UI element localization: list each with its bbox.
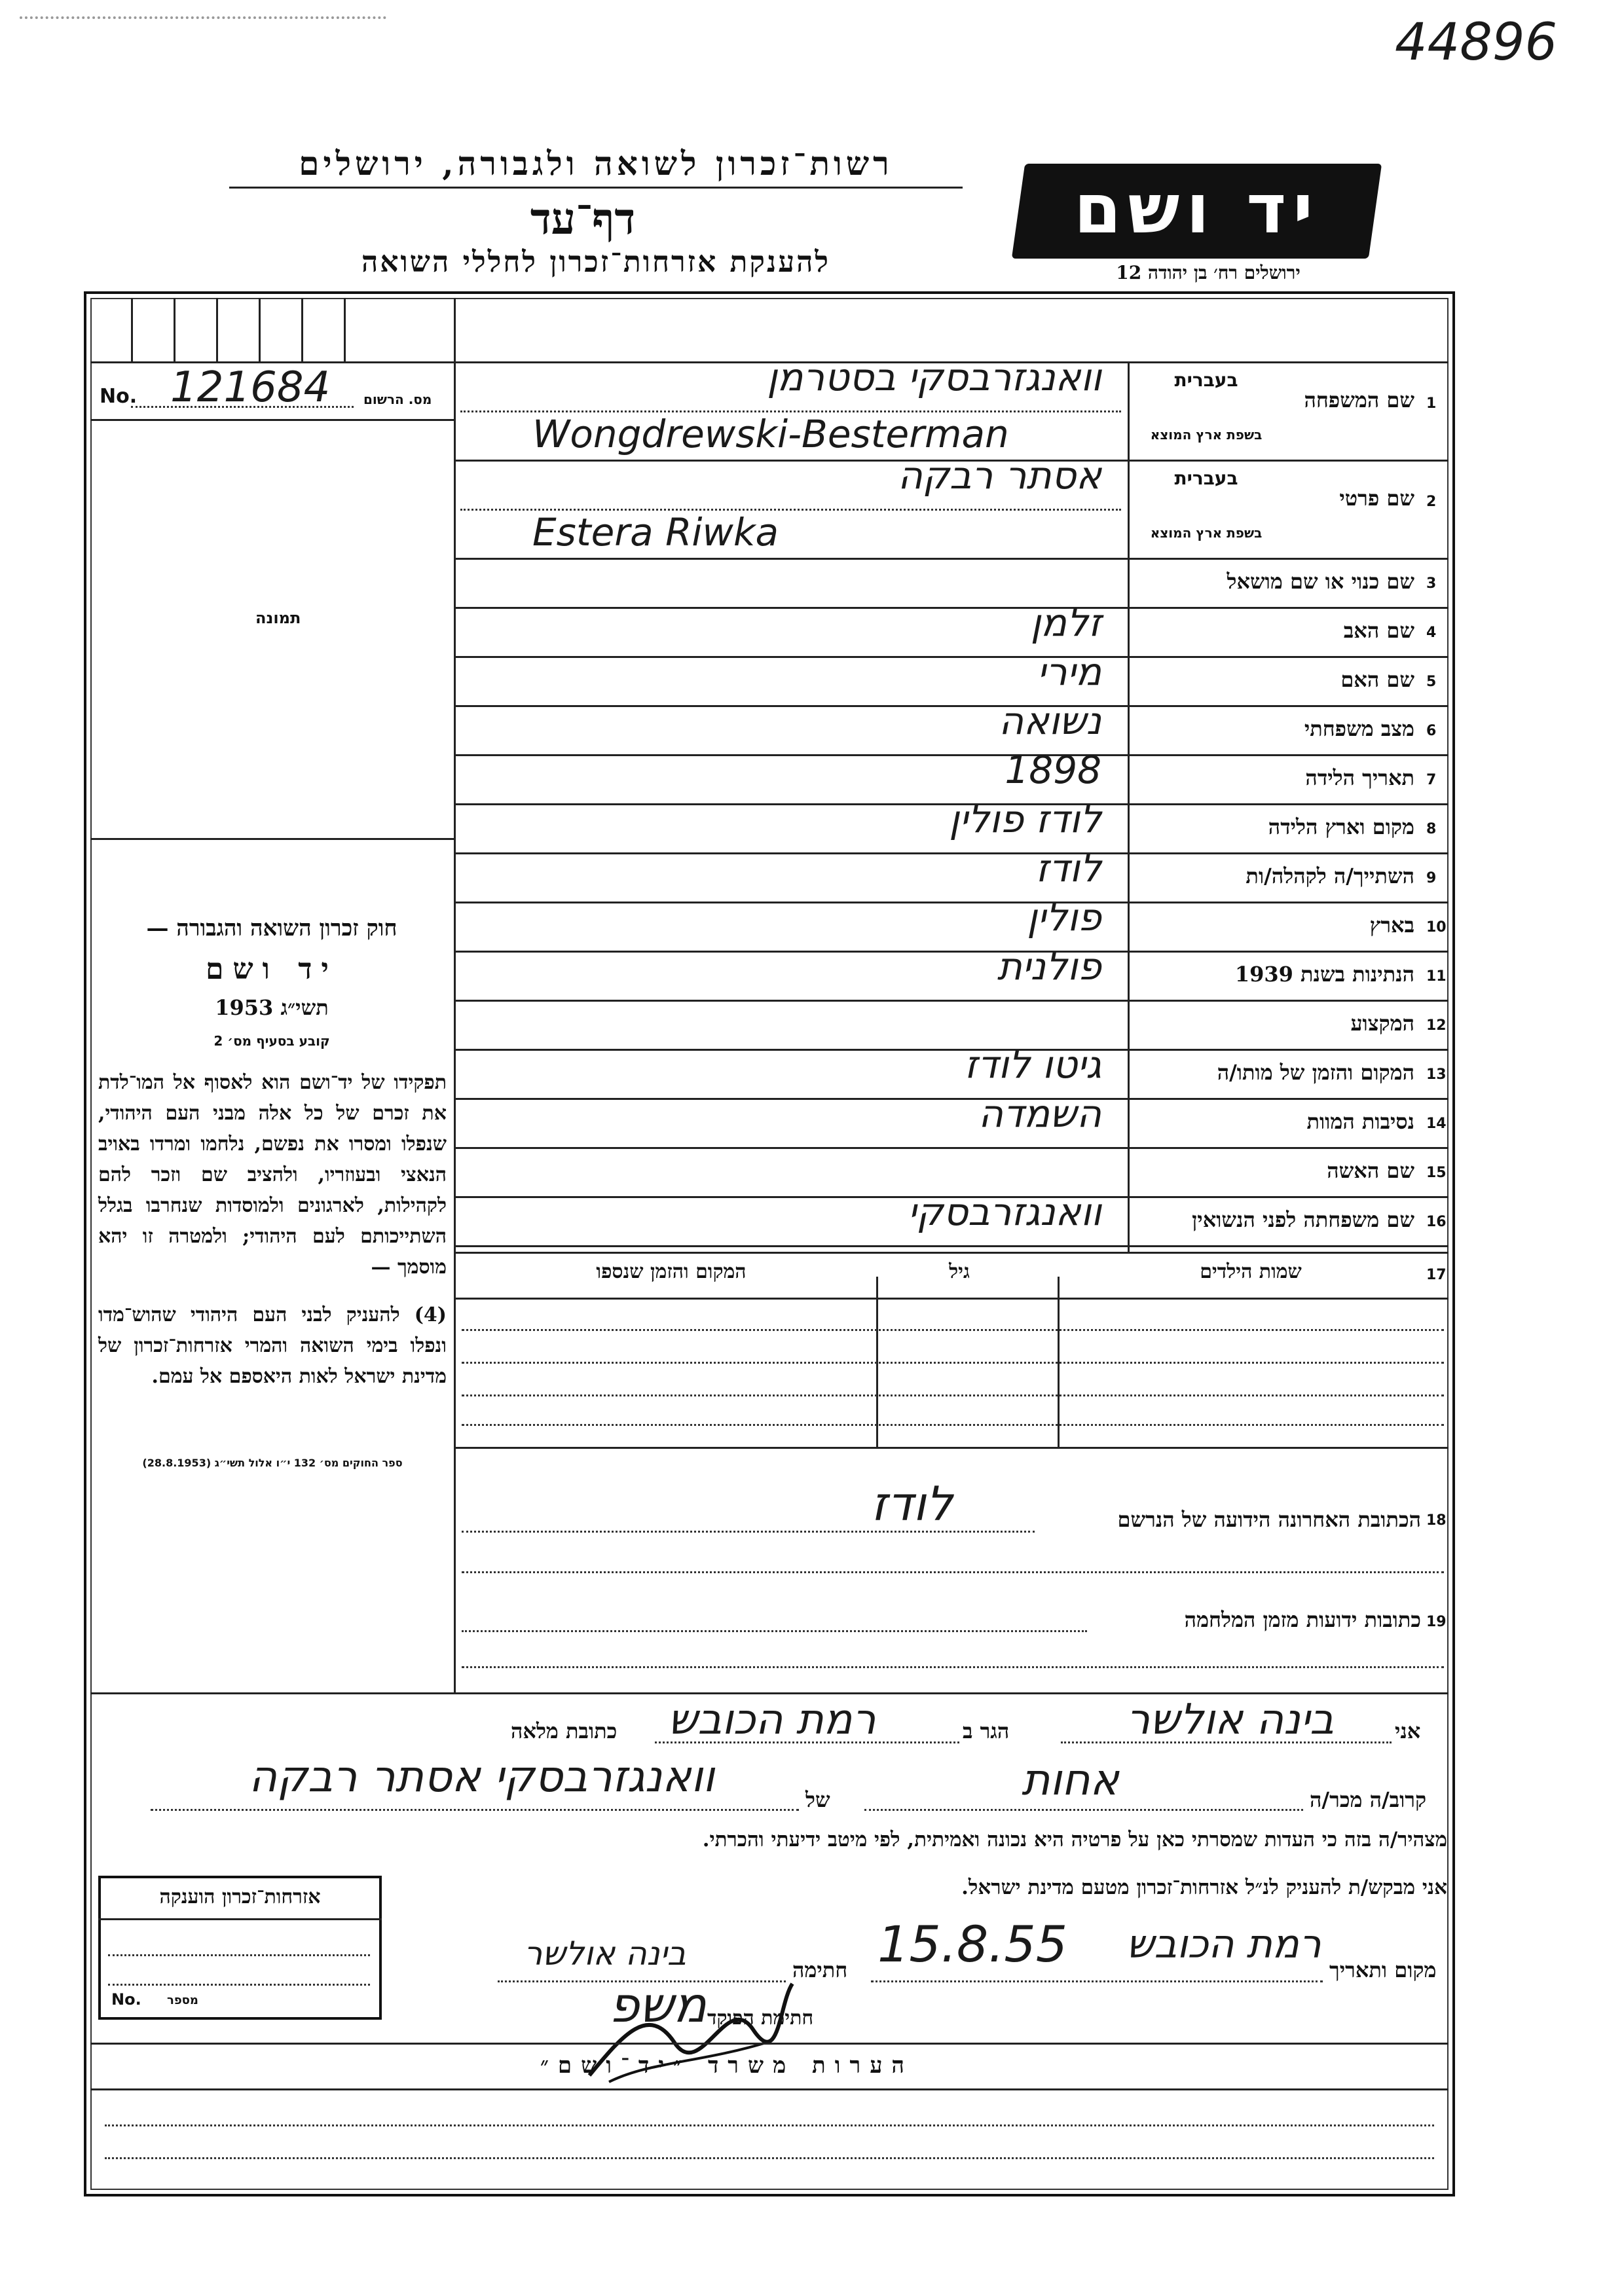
- reg-no-caption: מס. הרשום: [363, 392, 432, 407]
- archive-number: 44896: [1395, 13, 1558, 72]
- field-number: 6: [1426, 723, 1437, 739]
- field-label: מקום וארץ הלידה: [1268, 814, 1414, 839]
- left-panel-divider: [454, 298, 456, 1692]
- field-number: 2: [1426, 494, 1437, 510]
- office-notes-line: [105, 2157, 1434, 2159]
- date-value: 15.8.55: [877, 1915, 1068, 1973]
- field-value: פולנית: [997, 944, 1101, 989]
- field-18-line-2: [462, 1571, 1444, 1573]
- field-value: מירי: [1037, 649, 1101, 694]
- field-18-value: לודז: [871, 1476, 953, 1531]
- field-row-border: [454, 1000, 1449, 1002]
- field-row-border: [454, 1245, 1449, 1247]
- field-label: הנתינות בשנת 1939: [1234, 962, 1414, 987]
- field-label: שם האם: [1340, 667, 1414, 692]
- field-value: וואנגזרבסקי: [908, 1190, 1101, 1234]
- place-value: רמת הכובש: [1126, 1922, 1321, 1967]
- decl-of: של: [805, 1787, 830, 1812]
- field-label: שם המשפחה: [1304, 388, 1414, 412]
- officer-signature: משפ: [609, 1977, 707, 2033]
- field-value-latin: Estera Riwka: [532, 510, 779, 555]
- decl-address-label: כתובת מלאה: [511, 1719, 618, 1743]
- decl-place-line: [655, 1741, 959, 1743]
- decl-lives: הגר ב: [963, 1719, 1010, 1743]
- reg-no-label: No.: [100, 385, 138, 408]
- field-number: 3: [1426, 575, 1437, 592]
- field-label: בארץ: [1369, 913, 1414, 938]
- field-number: 8: [1426, 821, 1437, 837]
- cert-line: [108, 1984, 370, 1986]
- office-notes-title: הערות משרד ״יד־ושם״: [540, 2052, 913, 2079]
- authority-underline: [229, 187, 963, 189]
- strip-tick: [259, 298, 261, 361]
- field-label: נסיבות המוות: [1306, 1109, 1414, 1134]
- field-number: 15: [1426, 1165, 1447, 1181]
- field-value: השמדה: [978, 1091, 1101, 1136]
- field-value: זלמן: [1030, 600, 1101, 645]
- field-value: פולין: [1027, 895, 1101, 939]
- signature-label: חתימה: [792, 1958, 848, 1982]
- law-section: קובע בסעיף מס׳ 2: [213, 1033, 330, 1049]
- children-col-names: שמות הילדים: [1200, 1260, 1302, 1283]
- strip-tick: [301, 298, 303, 361]
- address: ירושלים רח׳ בן יהודה 12: [1116, 262, 1301, 283]
- officer-label: חתימת הפוקד: [707, 2007, 814, 2030]
- decl-request: אני מבקש/ת להעניק לנ״ל אזרחות־זכרון מטעם מדינת ישראל.: [961, 1876, 1447, 1899]
- office-notes-rule: [90, 2088, 1449, 2090]
- place-date-line: [871, 1980, 1323, 1982]
- field-number: 14: [1426, 1116, 1447, 1132]
- field-sub-label-origin: בשפת ארץ המוצא: [1150, 427, 1263, 443]
- cert-rule: [98, 1918, 382, 1920]
- field-label: המקום והזמן של מותו/ה: [1217, 1060, 1414, 1085]
- field-label: תאריך הלידה: [1305, 765, 1414, 790]
- law-year: תשי״ג 1953: [215, 995, 329, 1020]
- cert-no-caption: מספר: [167, 1994, 198, 2007]
- field-label: שם האשה: [1327, 1158, 1414, 1183]
- field-label: שם כנוי או שם מושאל: [1227, 569, 1414, 594]
- scan-mark: [20, 16, 386, 27]
- field-label: השתייך/ה לקהלה/ות: [1246, 864, 1414, 888]
- decl-relation: אחות: [1022, 1755, 1119, 1805]
- field-value: וואנגזרבסקי בסטרמן: [767, 355, 1101, 399]
- cert-no-label: No.: [111, 1990, 141, 2009]
- decl-relation-label: קרוב/ה מכר/ה: [1310, 1787, 1427, 1812]
- decl-subject-line: [151, 1809, 799, 1811]
- authority-title: רשות־זכרון לשואה ולגבורה, ירושלים: [299, 144, 893, 183]
- field-value: 1898: [1005, 748, 1101, 792]
- signature: בינה אולשר: [524, 1935, 686, 1973]
- decl-subject-name: וואנגזרבסקי אסתר רבקה: [249, 1751, 715, 1802]
- field-value-latin: Wongdrewski-Besterman: [532, 412, 1009, 456]
- decl-name: בינה אולשר: [1126, 1696, 1335, 1744]
- strip-tick: [344, 298, 346, 361]
- field-18-label: הכתובת האחרונה הידועה של הנרשם: [1117, 1507, 1421, 1532]
- field-19-label: כתובות ידועות מזמן המלחמה: [1184, 1607, 1421, 1632]
- field-19-number: 19: [1426, 1614, 1447, 1630]
- field-number: 1: [1426, 395, 1437, 412]
- field-number: 10: [1426, 919, 1447, 936]
- field-number: 16: [1426, 1214, 1447, 1230]
- law-title: חוק זכרון השואה והגבורה —: [146, 915, 397, 941]
- logo-text: יד ושם: [1074, 169, 1320, 249]
- decl-place: רמת הכובש: [668, 1696, 876, 1744]
- photo-box-top: [90, 419, 454, 421]
- children-col-place: המקום והזמן שנספו: [596, 1260, 747, 1283]
- place-date-label: מקום ותאריך: [1329, 1958, 1437, 1982]
- children-row-line: [462, 1362, 1444, 1364]
- children-col-age: גיל: [949, 1260, 970, 1283]
- children-header-top: [454, 1252, 1449, 1254]
- field-label: המקצוע: [1350, 1011, 1414, 1036]
- children-row-line: [462, 1329, 1444, 1331]
- field-number: 12: [1426, 1017, 1447, 1034]
- field-19-line: [462, 1630, 1087, 1632]
- decl-relation-line: [864, 1809, 1303, 1811]
- field-sub-label-origin: בשפת ארץ המוצא: [1150, 525, 1263, 541]
- children-bottom: [454, 1447, 1449, 1449]
- law-name: יד ושם: [206, 953, 338, 986]
- field-value: נשואה: [999, 699, 1101, 743]
- law-text-2: (4) להעניק לבני העם היהודי שהוש־מדו ונפלו בימי השואה והמרי אזרחות־זכרון של מדינת ישראל לאות היאספם אל עמם.: [98, 1303, 447, 1388]
- field-label: שם האב: [1343, 618, 1414, 643]
- field-value: אסתר רבקה: [897, 453, 1101, 498]
- form-subtitle: להענקת אזרחות־זכרון לחללי השואה: [361, 246, 830, 279]
- declaration-top: [90, 1692, 1449, 1694]
- field-label: שם פרטי: [1339, 486, 1414, 511]
- children-row-line: [462, 1424, 1444, 1426]
- office-notes-top: [90, 2043, 1449, 2045]
- reg-no-value: 121684: [170, 363, 331, 412]
- children-header-bottom: [454, 1298, 1449, 1300]
- office-notes-line: [105, 2124, 1434, 2126]
- children-row-line: [462, 1394, 1444, 1396]
- field-number: 5: [1426, 674, 1437, 690]
- field-number: 13: [1426, 1066, 1447, 1083]
- law-text-1: תפקידו של יד־ושם הוא לאסוף אל המו־לדת את זכרם של כל אלה מבני העם היהודי, שנפלו ומסרו את נפשם, נלחמו ומרדו באויב הנאצי ובעוזריו, ולהציב שם וזכר להם לקהילות, לארגונים ולמוסדות שנחרבו בגלל השתייכותם לעם היהודי; ולמטרה זו יהא מוסמך —: [98, 1071, 447, 1279]
- cert-line: [108, 1954, 370, 1956]
- children-field-number: 17: [1426, 1267, 1447, 1283]
- field-number: 7: [1426, 772, 1437, 788]
- strip-tick: [131, 298, 133, 361]
- photo-label: תמונה: [255, 609, 301, 627]
- law-reference: ספר החוקים מס׳ 132 י״ו אלול תשי״ג (28.8.1953): [142, 1457, 403, 1469]
- strip-tick: [174, 298, 175, 361]
- field-label: מצב משפחתי: [1304, 716, 1414, 741]
- strip-tick: [216, 298, 218, 361]
- field-sub-label-hebrew: בעברית: [1174, 369, 1238, 391]
- photo-box-bottom: [90, 838, 454, 840]
- field-row-border: [454, 1147, 1449, 1149]
- decl-prefix: אני: [1395, 1719, 1421, 1743]
- cert-title: אזרחות־זכרון הוענקה: [159, 1886, 321, 1908]
- field-18-number: 18: [1426, 1512, 1447, 1529]
- field-number: 4: [1426, 625, 1437, 641]
- field-sub-label-hebrew: בעברית: [1174, 467, 1238, 489]
- field-number: 9: [1426, 870, 1437, 886]
- field-row-border: [454, 558, 1449, 560]
- field-number: 11: [1426, 968, 1447, 985]
- field-19-line-2: [462, 1666, 1444, 1668]
- label-column-divider: [1128, 361, 1130, 1252]
- field-value: גיטו לודז: [964, 1042, 1101, 1087]
- field-value: לודז: [1035, 846, 1101, 890]
- field-label: שם משפחתה לפני הנשואין: [1192, 1207, 1414, 1232]
- form-title: דף־עד: [530, 193, 636, 244]
- decl-name-line: [1061, 1741, 1392, 1743]
- decl-statement: מצהיר/ה בזה כי העדות שמסרתי כאן על פרטיה היא נכונה ואמיתית, לפי מיטב ידיעתי והכרתי.: [702, 1828, 1447, 1851]
- field-value: לודז פולין: [949, 797, 1101, 841]
